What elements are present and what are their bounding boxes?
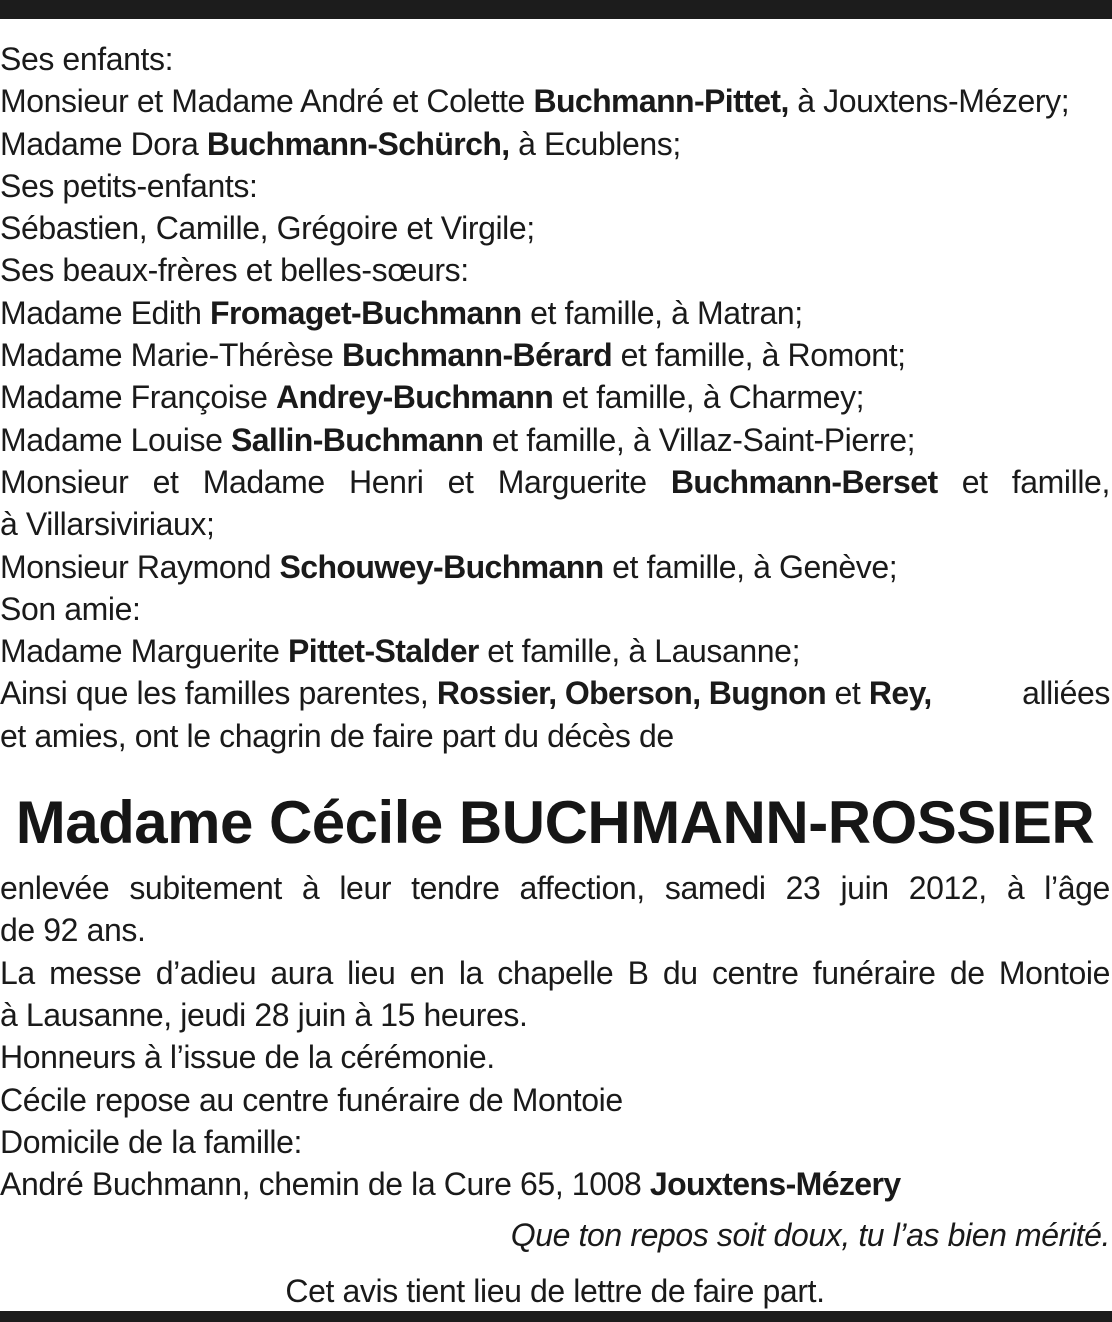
in-law-entry: Madame Françoise Andrey-Buchmann et famille, à Charmey; [0,379,865,416]
top-rule [0,0,1112,19]
amie-entry: Madame Marguerite Pittet-Stalder et famille, à Lausanne; [0,633,801,670]
amie-name: Pittet-Stalder [288,633,479,670]
in-law-entry: Monsieur Raymond Schouwey-Buchmann et famille, à Genève; [0,548,898,585]
address-city: Jouxtens-Mézery [649,1166,901,1203]
beaux-freres-label: Ses beaux-frères et belles-sœurs: [0,252,469,289]
in-law-name: Buchmann-Bérard [341,337,613,374]
closing-quote: Que ton repos soit doux, tu l’as bien mérité. [510,1217,1110,1254]
deceased-name: Madame Cécile BUCHMANN-ROSSIER [15,789,1095,857]
family-names: Rossier, Oberson, Bugnon [436,675,827,712]
address-line: André Buchmann, chemin de la Cure 65, 1008 Jouxtens-Mézery [0,1166,901,1203]
enfants-label: Ses enfants: [0,41,174,77]
notice-line: Cet avis tient lieu de lettre de faire part. [285,1272,825,1309]
families-line: Ainsi que les familles parentes, Rossier, Oberson, Bugnon et Rey, alliées [0,675,1110,712]
in-law-entry: Madame Louise Sallin-Buchmann et famille, à Villaz-Saint-Pierre; [0,421,916,458]
obituary-notice [0,38,1110,1312]
messe-line-2: à Lausanne, jeudi 28 juin à 15 heures. [0,996,528,1033]
bottom-rule [0,1311,1112,1322]
in-law-name: Buchmann-Berset [670,463,938,500]
child-name: Buchmann-Schürch, [206,125,510,162]
in-law-name: Fromaget-Buchmann [210,294,522,331]
enlevee-line: enlevée subitement à leur tendre affection, samedi 23 juin 2012, à l’âge [0,870,1110,907]
in-law-name: Andrey-Buchmann [275,379,554,416]
family-name-rey: Rey, [868,675,932,712]
child-entry: Monsieur et Madame André et Colette Buchmann-Pittet, à Jouxtens-Mézery; [0,83,1070,120]
honneurs-line: Honneurs à l’issue de la cérémonie. [0,1039,495,1076]
in-law-entry-henri-continued: à Villarsiviriaux; [0,506,215,543]
in-law-name: Schouwey-Buchmann [279,548,604,585]
age-line: de 92 ans. [0,912,146,949]
messe-line: La messe d’adieu aura lieu en la chapelle B du centre funéraire de Montoie [0,954,1110,991]
in-law-entry: Madame Marie-Thérèse Buchmann-Bérard et famille, à Romont; [0,337,906,374]
amie-label: Son amie: [0,590,141,627]
child-entry: Madame Dora Buchmann-Schürch, à Ecublens; [0,125,681,162]
petits-enfants-names: Sébastien, Camille, Grégoire et Virgile; [0,210,535,247]
chagrin-line: et amies, ont le chagrin de faire part du décès de [0,717,674,754]
in-law-entry-henri: Monsieur et Madame Henri et Marguerite Buchmann-Berset et famille, [0,461,1110,503]
petits-enfants-label: Ses petits-enfants: [0,167,258,204]
child-name: Buchmann-Pittet, [533,83,789,120]
in-law-entry: Madame Edith Fromaget-Buchmann et famille, à Matran; [0,294,803,331]
in-law-name: Sallin-Buchmann [230,421,484,458]
domicile-label: Domicile de la famille: [0,1123,303,1160]
repose-line: Cécile repose au centre funéraire de Montoie [0,1081,623,1118]
